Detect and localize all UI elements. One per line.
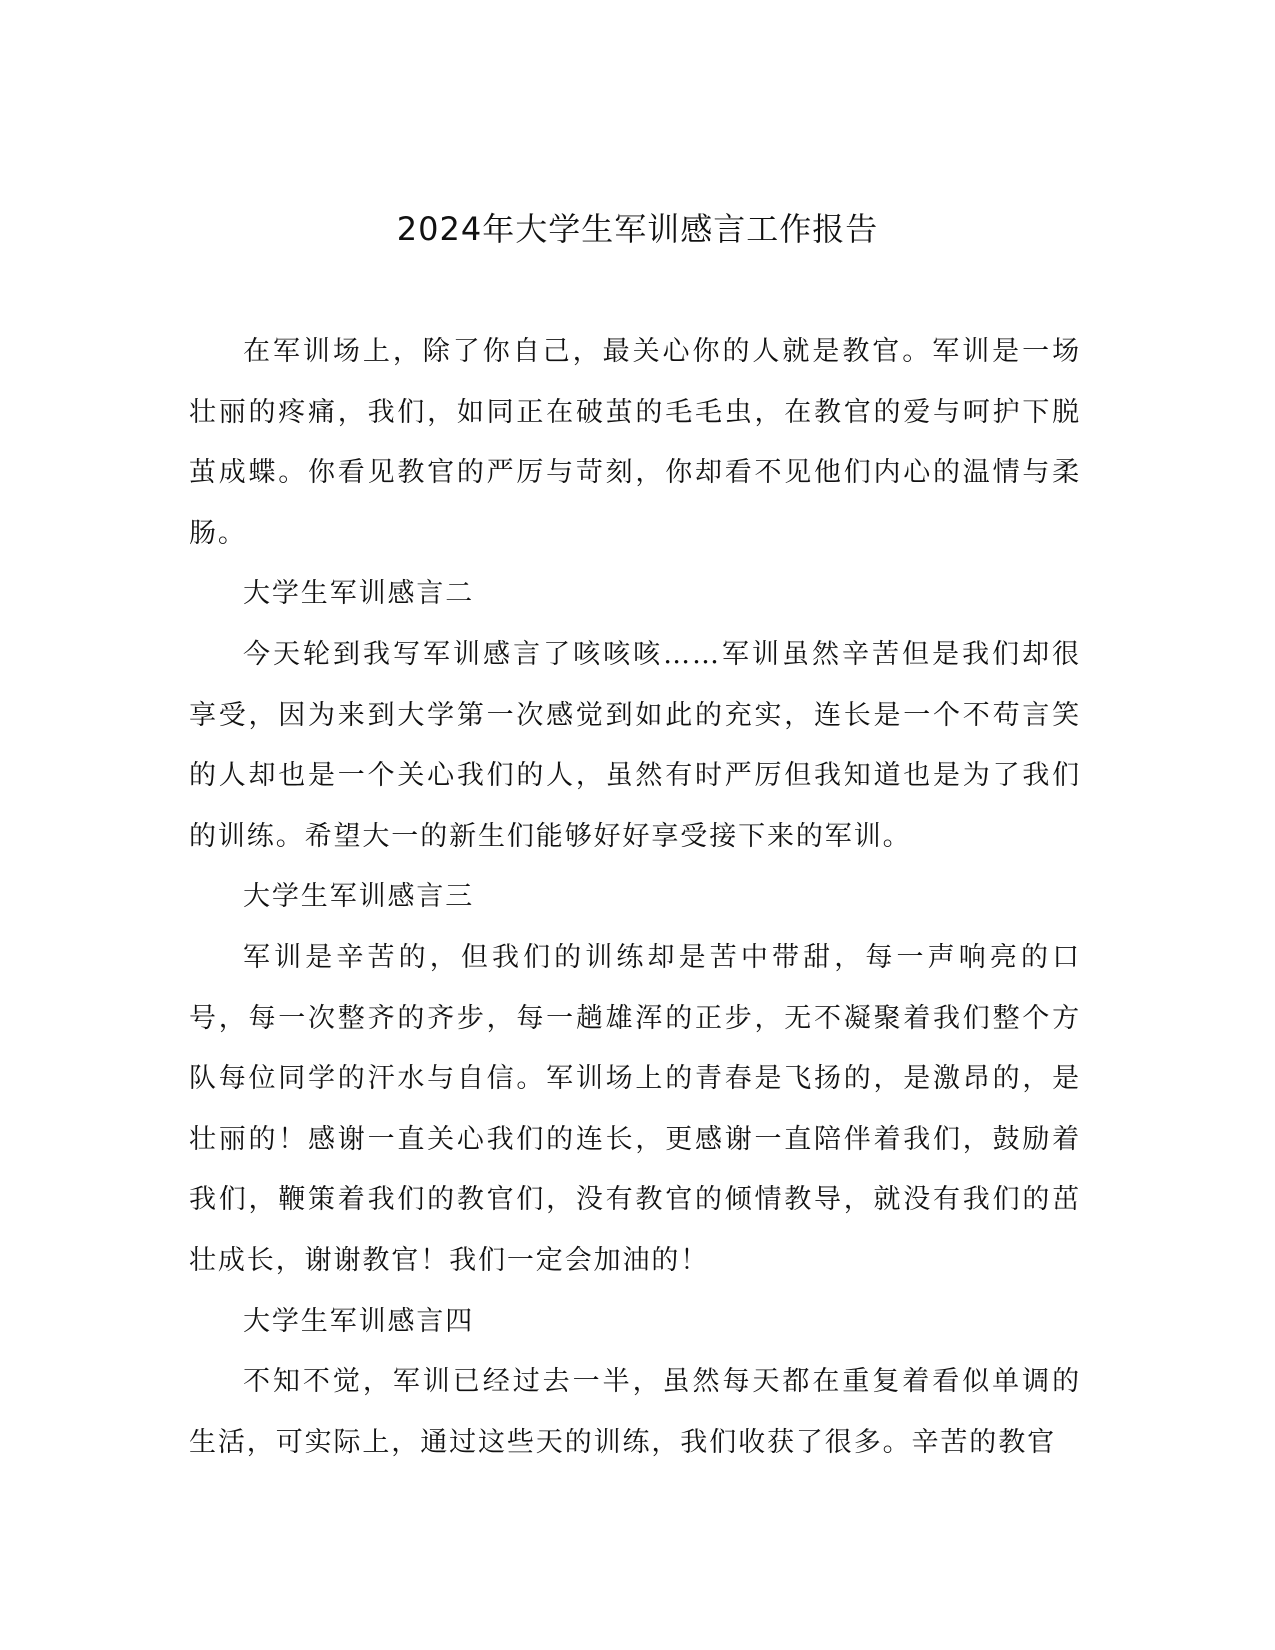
section-heading-3: 大学生军训感言三 <box>243 881 475 913</box>
paragraph-intro: 在军训场上，除了你自己，最关心你的人就是教官。军训是一场壮丽的疼痛，我们，如同正在破茧的毛毛虫，在教官的爱与呵护下脱茧成蝶。你看见教官的严厉与苛刻，你却看不见他们内心的温情与柔肠。 <box>189 336 1081 549</box>
document-title: 2024年大学生军训感言工作报告 <box>396 210 879 248</box>
document-body <box>189 322 1081 1473</box>
paragraph-4: 不知不觉，军训已经过去一半，虽然每天都在重复着看似单调的生活，可实际上，通过这些天的训练，我们收获了很多。辛苦的教官 <box>189 1366 1081 1458</box>
section-heading-4: 大学生军训感言四 <box>243 1305 475 1337</box>
section-heading-2: 大学生军训感言二 <box>243 578 475 610</box>
paragraph-3: 军训是辛苦的，但我们的训练却是苦中带甜，每一声响亮的口号，每一次整齐的齐步，每一趟雄浑的正步，无不凝聚着我们整个方队每位同学的汗水与自信。军训场上的青春是飞扬的，是激昂的，是壮丽的！感谢一直关心我们的连长，更感谢一直陪伴着我们，鼓励着我们，鞭策着我们的教官们，没有教官的倾情教导，就没有我们的茁壮成长，谢谢教官！我们一定会加油的！ <box>189 941 1081 1276</box>
paragraph-2: 今天轮到我写军训感言了咳咳咳……军训虽然辛苦但是我们却很享受，因为来到大学第一次感觉到如此的充实，连长是一个不苟言笑的人却也是一个关心我们的人，虽然有时严厉但我知道也是为了我们的训练。希望大一的新生们能够好好享受接下来的军训。 <box>189 638 1081 852</box>
